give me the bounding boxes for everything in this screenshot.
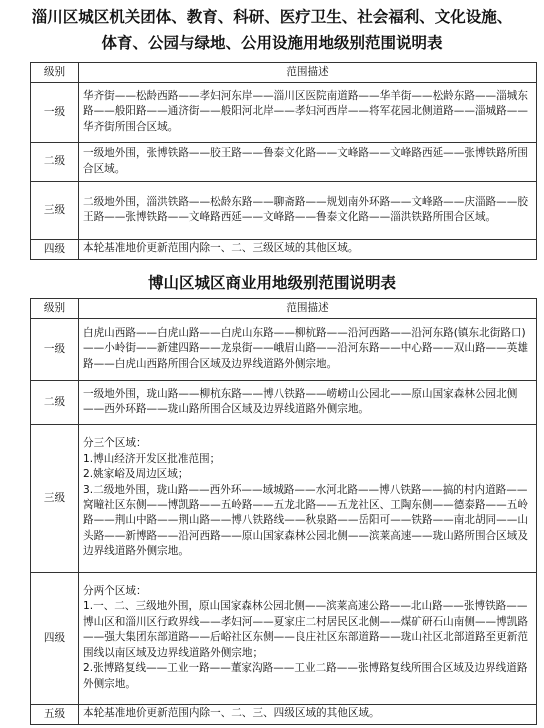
description-line: 2.张博路复线——工业一路——董家沟路——工业二路——张博路复线所围合区域及边界线道路外侧宗地。 xyxy=(83,662,528,690)
table-header-row xyxy=(31,299,537,319)
commercial-land-level-table-boshan xyxy=(30,298,537,725)
level-cell: 一级 xyxy=(31,319,79,381)
title-1-line-1: 淄川区城区机关团体、教育、科研、医疗卫生、社会福利、文化设施、 xyxy=(31,8,513,26)
description-cell xyxy=(79,573,537,705)
description-cell: 一级地外围，张博铁路——胶王路——鲁泰文化路——文峰路——文峰路西延——张博铁路所围合区域。 xyxy=(79,143,537,182)
level-cell: 三级 xyxy=(31,425,79,573)
description-cell: 本轮基准地价更新范围内除一、二、三、四级区域的其他区域。 xyxy=(79,705,537,725)
description-line: 1.一、二、三级地外围，原山国家森林公园北侧——滨莱高速公路——北山路——张博铁路——博山区和淄川区行政界线——孝妇河——夏家庄二村居民区北侧——煤矿研石山南侧——博凯路——强大集团东部道路——后峪社区东侧——良庄社区东部道路——珑山社区北部道路至更新范围线以南区域及边界线道路外侧宗地； xyxy=(83,600,528,659)
description-cell: 二级地外围，淄洪铁路——松龄东路——聊斋路——规划南外环路——文峰路——庆淄路——胶王路——张博铁路——文峰路西延——文峰路——鲁泰文化路——淄洪铁路所围合区域。 xyxy=(79,182,537,240)
land-level-table-zichuan xyxy=(30,62,537,260)
description-cell: 白虎山西路——白虎山路——白虎山东路——柳杭路——沿河西路——沿河东路(镇东北街路口)——小岭街——新建四路——龙泉街——峨眉山路——沿河东路——中心路——双山路——英雄路——白虎山西路所围合区域及边界线道路外侧宗地。 xyxy=(79,319,537,381)
table-row xyxy=(31,573,537,705)
header-level: 级别 xyxy=(31,63,79,83)
table-row xyxy=(31,83,537,143)
description-line: 3.二级地外围，珑山路——西外环——域城路——水河北路——博八铁路——搞的村内道路——窝疃社区东侧——博凯路——五岭路——五龙北路——五龙社区、工陶东侧——德泰路——五岭路——荆山中路——荆山路——博八铁路线——秋泉路——岳阳可——铁路——南北胡同——山头路——新博路——沿河西路——原山国家森林公园北侧——滨莱高速——珑山路所围合区域及边界线道路外侧宗地。 xyxy=(83,483,528,558)
level-cell: 二级 xyxy=(31,381,79,425)
description-line: 分两个区域： xyxy=(83,585,147,598)
document-title-1 xyxy=(0,4,544,56)
header-level: 级别 xyxy=(31,299,79,319)
level-cell: 四级 xyxy=(31,240,79,260)
title-1-line-2: 体育、公园与绿地、公用设施用地级别范围说明表 xyxy=(101,34,443,52)
table-row xyxy=(31,425,537,573)
header-description: 范围描述 xyxy=(79,299,537,319)
document-title-2: 博山区城区商业用地级别范围说明表 xyxy=(147,274,396,292)
table-header-row xyxy=(31,63,537,83)
table-row xyxy=(31,705,537,725)
description-cell xyxy=(79,425,537,573)
table-row xyxy=(31,182,537,240)
table-row xyxy=(31,143,537,182)
table-row xyxy=(31,319,537,381)
level-cell: 五级 xyxy=(31,705,79,725)
table-row xyxy=(31,381,537,425)
header-description: 范围描述 xyxy=(79,63,537,83)
level-cell: 三级 xyxy=(31,182,79,240)
description-cell: 本轮基准地价更新范围内除一、二、三级区域的其他区域。 xyxy=(79,240,537,260)
description-line: 分三个区域： xyxy=(83,437,147,450)
level-cell: 二级 xyxy=(31,143,79,182)
table-row xyxy=(31,240,537,260)
level-cell: 一级 xyxy=(31,83,79,143)
level-cell: 四级 xyxy=(31,573,79,705)
description-line: 2.姚家峪及周边区域； xyxy=(83,468,189,481)
description-line: 1.博山经济开发区批准范围； xyxy=(83,452,221,465)
description-cell: 华齐街——松龄西路——孝妇河东岸——淄川区医院南道路——华羊街——松龄东路——淄城东路——般阳路——通济街——般阳河北岸——孝妇河西岸——将军花园北侧道路——淄城路——华齐街所围合区域。 xyxy=(79,83,537,143)
description-cell: 一级地外围，珑山路——柳杭东路——博八铁路——崂崂山公园北——原山国家森林公园北侧——西外环路——珑山路所围合区域及边界线道路外侧宗地。 xyxy=(79,381,537,425)
